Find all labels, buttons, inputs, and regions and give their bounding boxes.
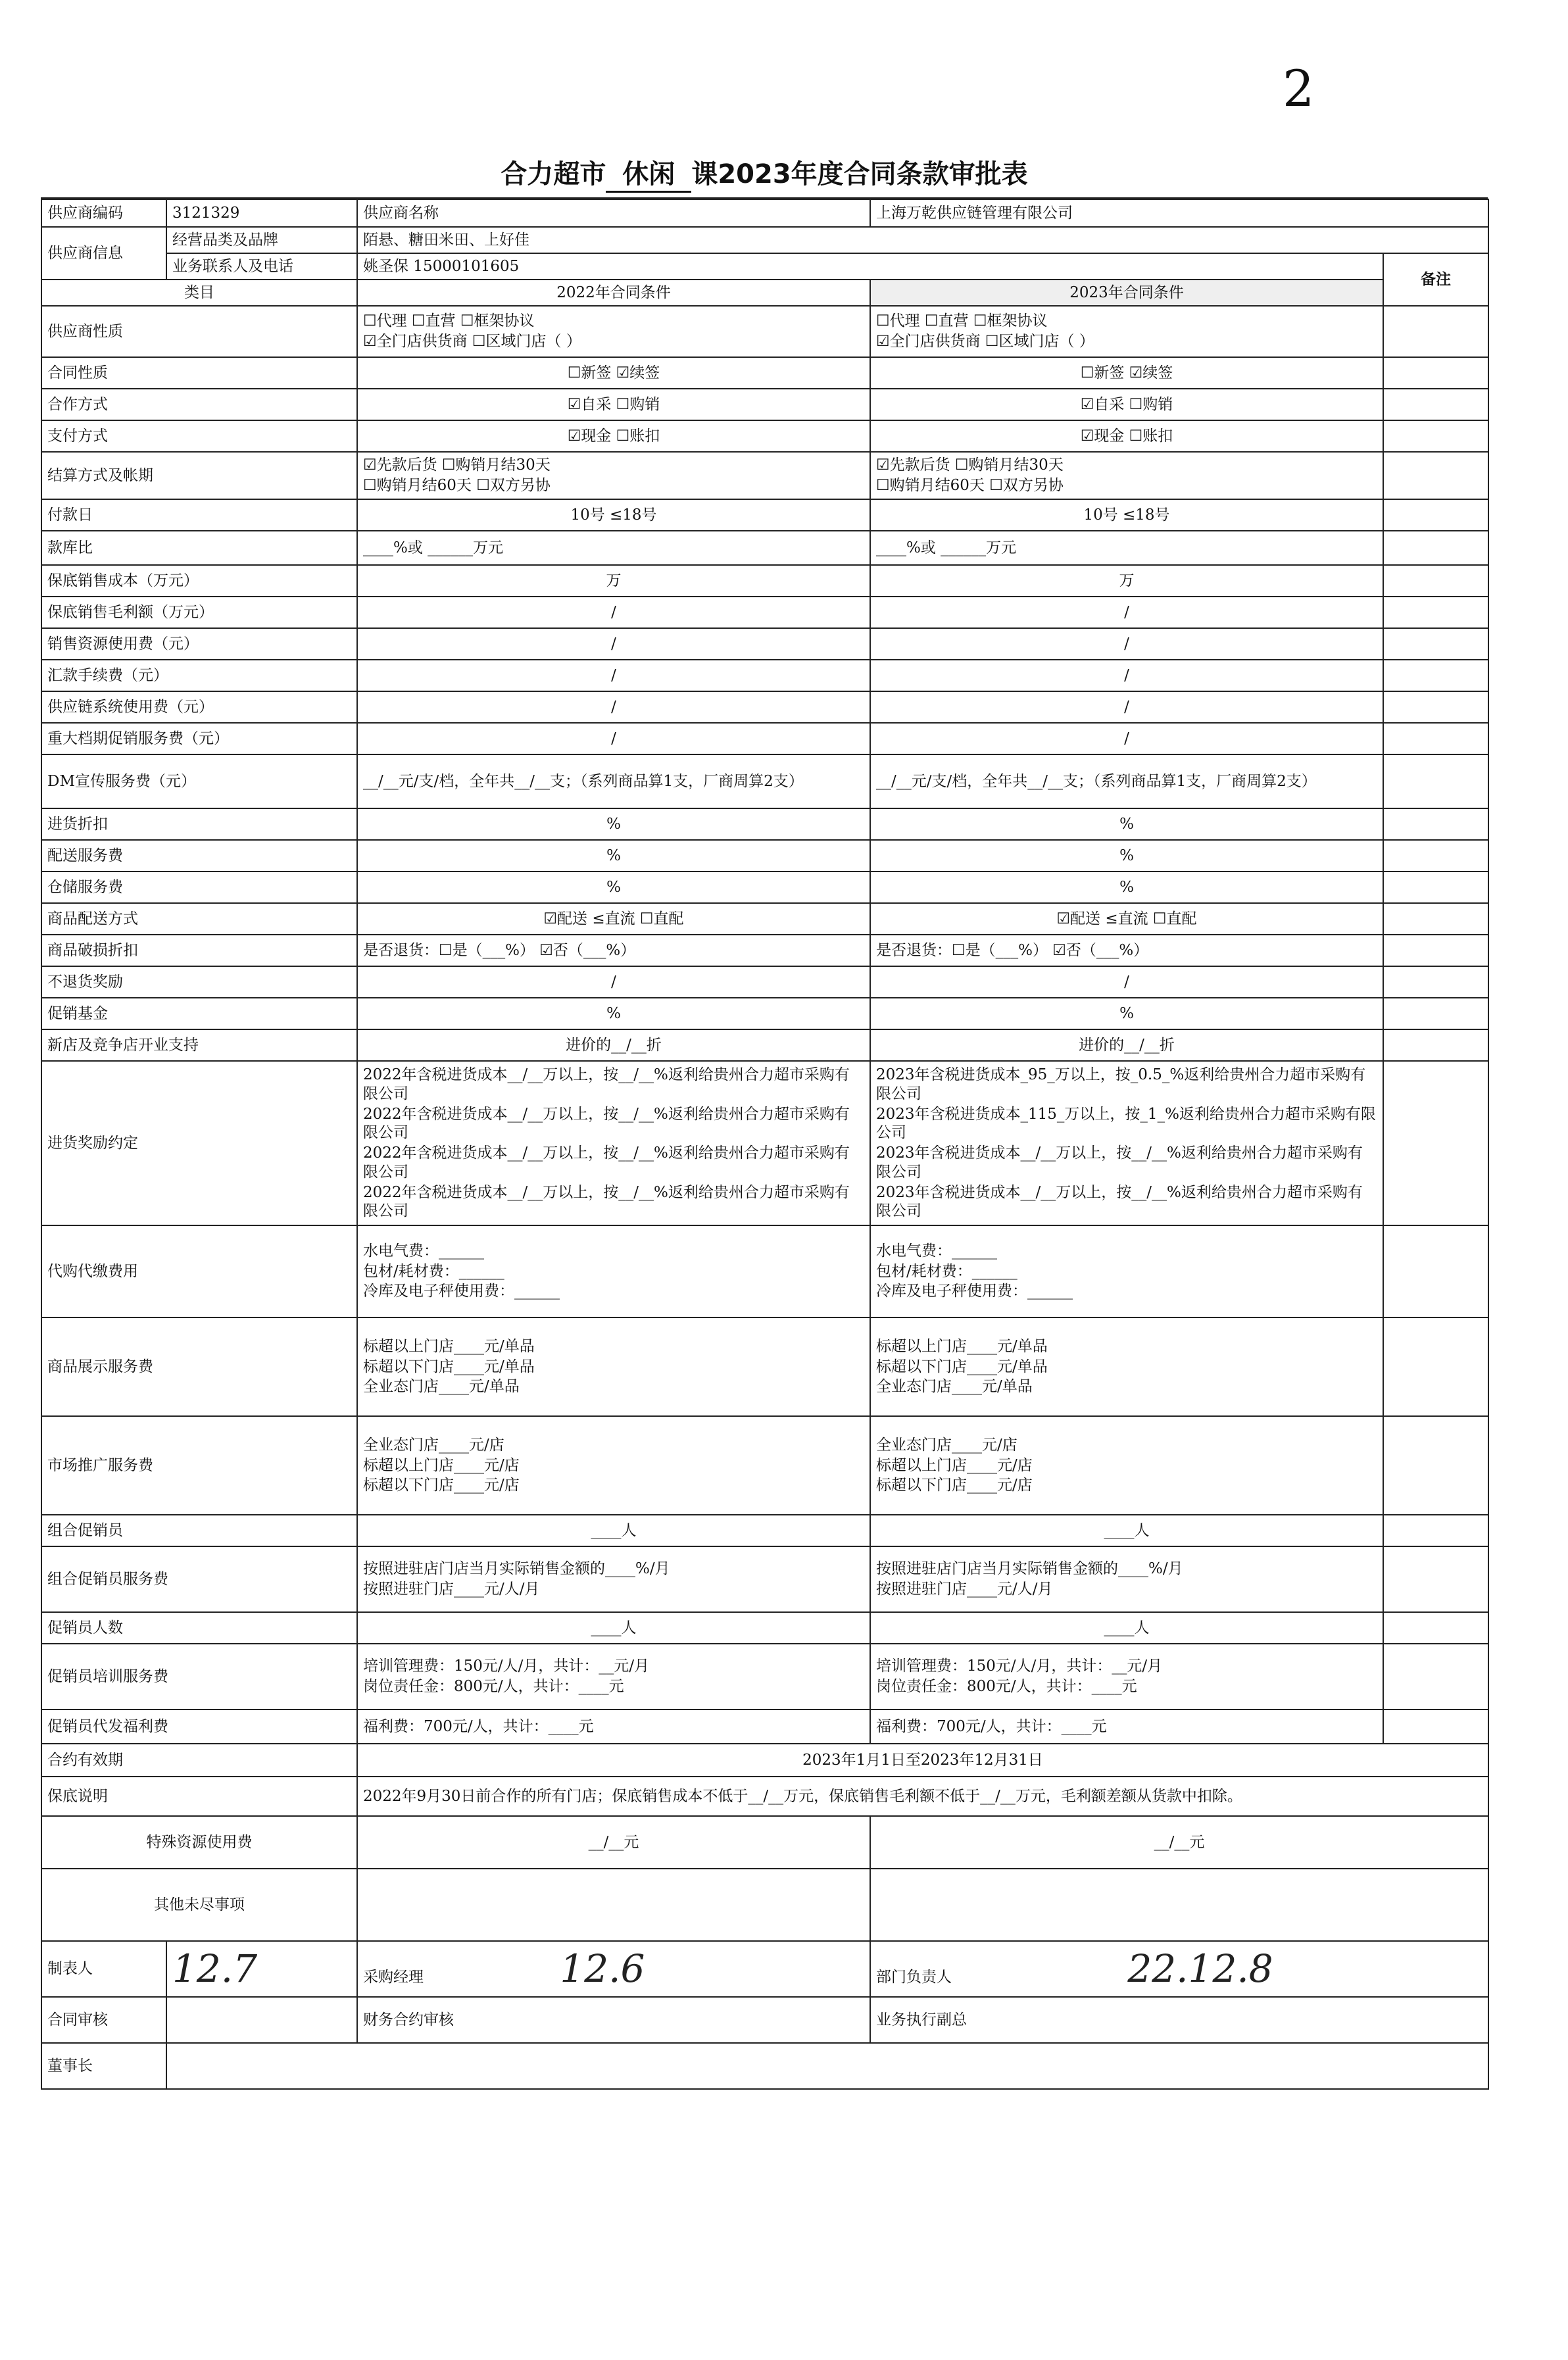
cell-line: ☑全门店供货商 ☐区域门店（ ）: [363, 333, 581, 350]
cell-line: 2023年含税进货成本__/__万以上，按__/__%返利给贵州合力超市采购有限公司: [876, 1144, 1363, 1181]
purchase-manager-cell: [357, 1941, 870, 1997]
cell-2023: [870, 691, 1383, 723]
column-header-row: [41, 280, 1488, 306]
cell-line: /: [611, 603, 616, 621]
category-header: 类目: [41, 280, 357, 306]
supplier-code-row: [41, 199, 1488, 227]
remark-cell: [1383, 1709, 1488, 1744]
cell-line: 水电气费：______: [876, 1242, 997, 1260]
condition-row: [41, 1317, 1488, 1416]
row-label: 促销基金: [41, 998, 357, 1029]
supplier-contact-row: [41, 253, 1488, 280]
remark-cell: [1383, 1317, 1488, 1416]
remark-cell: [1383, 1644, 1488, 1709]
cell-2023: [870, 531, 1383, 565]
cell-2022: [357, 1709, 870, 1744]
remark-cell: [1383, 723, 1488, 754]
cell-line: 按照进驻店门店当月实际销售金额的____%/月: [363, 1560, 670, 1578]
condition-row: [41, 1612, 1488, 1644]
remark-cell: [1383, 389, 1488, 420]
cell-line: %: [606, 815, 621, 833]
row-label: 促销员培训服务费: [41, 1644, 357, 1709]
cell-2023: [870, 935, 1383, 966]
cell-line: 冷库及电子秤使用费：______: [363, 1283, 560, 1300]
remark-cell: [1383, 628, 1488, 660]
title-prefix: 合力超市: [501, 159, 606, 189]
cell-line: /: [1124, 729, 1129, 747]
cell-line: %: [606, 847, 621, 864]
row-label: 组合促销员服务费: [41, 1546, 357, 1612]
condition-row: [41, 691, 1488, 723]
row-label: 销售资源使用费（元）: [41, 628, 357, 660]
cell-line: ____人: [591, 1619, 637, 1636]
row-label: 保底销售成本（万元）: [41, 565, 357, 597]
cell-line: 10号 ≤18号: [570, 506, 657, 524]
row-label: 商品破损折扣: [41, 935, 357, 966]
row-label: 市场推广服务费: [41, 1416, 357, 1515]
condition-row: [41, 660, 1488, 691]
cell-line: ☑先款后货 ☐购销月结30天: [363, 456, 551, 474]
cell-line: 2023年含税进货成本_95_万以上，按_0.5_%返利给贵州合力超市采购有限公司: [876, 1066, 1366, 1102]
cell-2023: [870, 357, 1383, 389]
cell-line: __/__元/支/档，全年共__/__支；（系列商品算1支，厂商周算2支）: [876, 772, 1317, 790]
row-label: 代购代缴费用: [41, 1225, 357, 1317]
cell-2023: [870, 808, 1383, 840]
cell-line: 标超以上门店____元/店: [363, 1456, 520, 1474]
condition-row: [41, 1029, 1488, 1061]
cell-line: 标超以下门店____元/店: [876, 1477, 1033, 1494]
remark-cell: [1383, 691, 1488, 723]
special-fee-label: 特殊资源使用费: [41, 1816, 357, 1869]
validity-row: [41, 1744, 1488, 1777]
remark-cell: [1383, 452, 1488, 499]
cell-2022: [357, 966, 870, 998]
maker-label: 制表人: [41, 1941, 166, 1997]
cell-2023: [870, 597, 1383, 628]
validity-label: 合约有效期: [41, 1744, 357, 1777]
cell-line: ____人: [591, 1521, 637, 1539]
cell-2023: [870, 565, 1383, 597]
condition-row: [41, 935, 1488, 966]
cell-2023: [870, 998, 1383, 1029]
row-label: 付款日: [41, 499, 357, 531]
condition-row: [41, 628, 1488, 660]
cell-line: /: [1124, 603, 1129, 621]
cell-line: 培训管理费：150元/人/月，共计：__元/月: [363, 1658, 650, 1675]
remark-cell: [1383, 1612, 1488, 1644]
condition-row: [41, 357, 1488, 389]
row-label: 促销员代发福利费: [41, 1709, 357, 1744]
row-label: 结算方式及帐期: [41, 452, 357, 499]
row-label: 合同性质: [41, 357, 357, 389]
contact-value: 姚圣保 15000101605: [357, 253, 1383, 280]
cell-line: /: [1124, 973, 1129, 991]
cell-line: 冷库及电子秤使用费：______: [876, 1283, 1073, 1300]
row-label: 商品展示服务费: [41, 1317, 357, 1416]
cell-2022: [357, 306, 870, 357]
cell-2023: [870, 1709, 1383, 1744]
cell-line: 包材/耗材费：______: [876, 1262, 1017, 1280]
remark-cell: [1383, 660, 1488, 691]
remark-cell: [1383, 1225, 1488, 1317]
condition-row: [41, 389, 1488, 420]
dept-head-label: 部门负责人: [876, 1969, 952, 1986]
cell-line: ☑自采 ☐购销: [1080, 395, 1173, 413]
cell-line: 岗位责任金：800元/人，共计：____元: [363, 1678, 624, 1695]
cell-2023: [870, 723, 1383, 754]
cell-line: 标超以上门店____元/店: [876, 1456, 1033, 1474]
cell-line: 按照进驻店门店当月实际销售金额的____%/月: [876, 1560, 1183, 1578]
row-label: 汇款手续费（元）: [41, 660, 357, 691]
cell-2022: [357, 1061, 870, 1225]
row-label: 支付方式: [41, 420, 357, 452]
cell-2022: [357, 499, 870, 531]
cell-2023: [870, 1061, 1383, 1225]
cell-line: 2022年含税进货成本__/__万以上，按__/__%返利给贵州合力超市采购有限公司: [363, 1144, 850, 1181]
signoff-row-1: [41, 1941, 1488, 1997]
condition-row: [41, 531, 1488, 565]
row-label: 仓储服务费: [41, 872, 357, 903]
row-label: 配送服务费: [41, 840, 357, 872]
cell-2023: [870, 1029, 1383, 1061]
cell-line: 万: [606, 572, 622, 589]
supplier-name-label: 供应商名称: [357, 199, 870, 227]
remark-cell: [1383, 531, 1488, 565]
supplier-brand-row: [41, 227, 1488, 253]
purchase-manager-label: 采购经理: [363, 1969, 424, 1986]
condition-row: [41, 499, 1488, 531]
cell-line: ☑自采 ☐购销: [567, 395, 660, 413]
vp-label: 业务执行副总: [870, 1997, 1488, 2043]
cell-line: /: [611, 635, 616, 652]
cell-line: 岗位责任金：800元/人，共计：____元: [876, 1678, 1137, 1695]
cell-line: %: [1119, 815, 1134, 833]
cell-line: 水电气费：______: [363, 1242, 484, 1260]
cell-line: 10号 ≤18号: [1083, 506, 1170, 524]
other-label: 其他未尽事项: [41, 1869, 357, 1941]
cell-line: ____%或 ______万元: [363, 539, 504, 556]
cell-line: ☐新签 ☑续签: [1080, 364, 1173, 381]
remark-cell: [1383, 903, 1488, 935]
other-row: [41, 1869, 1488, 1941]
cell-2022: [357, 1515, 870, 1546]
purchase-signature-date: 12.6: [560, 1946, 645, 1992]
cell-2023: [870, 1317, 1383, 1416]
cell-line: ☐代理 ☐直营 ☐框架协议: [363, 312, 535, 330]
row-label: 进货折扣: [41, 808, 357, 840]
condition-row: [41, 306, 1488, 357]
row-label: 保底销售毛利额（万元）: [41, 597, 357, 628]
cell-line: /: [611, 729, 616, 747]
cell-line: %: [606, 878, 621, 896]
signoff-row-3: [41, 2043, 1488, 2089]
form-title: [41, 151, 1488, 199]
special-fee-2023: __/__元: [870, 1816, 1488, 1869]
cell-line: /: [611, 666, 616, 684]
remark-cell: [1383, 998, 1488, 1029]
cell-2023: [870, 499, 1383, 531]
cell-2023: [870, 1546, 1383, 1612]
remark-cell: [1383, 1029, 1488, 1061]
cell-line: ☐购销月结60天 ☐双方另协: [363, 477, 551, 494]
guarantee-value: 2022年9月30日前合作的所有门店；保底销售成本不低于__/__万元，保底销售毛利额不低于__/__万元，毛利额差额从货款中扣除。: [357, 1777, 1488, 1816]
contract-review-label: 合同审核: [41, 1997, 166, 2043]
cell-2022: [357, 1644, 870, 1709]
cell-line: 2022年含税进货成本__/__万以上，按__/__%返利给贵州合力超市采购有限公司: [363, 1183, 850, 1220]
row-label: 供应商性质: [41, 306, 357, 357]
condition-row: [41, 420, 1488, 452]
cell-line: 按照进驻门店____元/人/月: [876, 1581, 1053, 1598]
condition-row: [41, 1061, 1488, 1225]
cell-2022: [357, 754, 870, 808]
dept-signature-date: 22.12.8: [1127, 1946, 1273, 1992]
condition-row: [41, 966, 1488, 998]
condition-row: [41, 903, 1488, 935]
remark-cell: [1383, 935, 1488, 966]
cell-line: %: [606, 1004, 621, 1022]
special-fee-row: [41, 1816, 1488, 1869]
cell-2022: [357, 628, 870, 660]
row-label: 不退货奖励: [41, 966, 357, 998]
cell-2023: [870, 966, 1383, 998]
condition-row: [41, 840, 1488, 872]
chairman-signature: [166, 2043, 1488, 2089]
cell-line: 2023年含税进货成本__/__万以上，按__/__%返利给贵州合力超市采购有限公司: [876, 1183, 1363, 1220]
cell-line: __/__元/支/档，全年共__/__支；（系列商品算1支，厂商周算2支）: [363, 772, 804, 790]
cell-2023: [870, 306, 1383, 357]
other-2022: [357, 1869, 870, 1941]
special-fee-2022: __/__元: [357, 1816, 870, 1869]
remark-cell: [1383, 966, 1488, 998]
cell-2023: [870, 660, 1383, 691]
condition-row: [41, 597, 1488, 628]
cell-line: 进价的__/__折: [1079, 1036, 1175, 1054]
cell-line: %: [1119, 847, 1134, 864]
cell-2022: [357, 1225, 870, 1317]
cell-2022: [357, 1029, 870, 1061]
cell-2023: [870, 872, 1383, 903]
signoff-row-2: [41, 1997, 1488, 2043]
brand-value: 陌悬、糖田米田、上好佳: [357, 227, 1488, 253]
cell-2023: [870, 1515, 1383, 1546]
cell-2023: [870, 389, 1383, 420]
remark-cell: [1383, 840, 1488, 872]
contact-label: 业务联系人及电话: [166, 253, 357, 280]
brand-label: 经营品类及品牌: [166, 227, 357, 253]
cell-line: ____人: [1104, 1619, 1150, 1636]
cell-line: 包材/耗材费：______: [363, 1262, 504, 1280]
condition-row: [41, 808, 1488, 840]
cell-line: 标超以上门店____元/单品: [363, 1337, 535, 1355]
cell-2023: [870, 1612, 1383, 1644]
title-category: 休闲: [606, 158, 691, 193]
cell-2022: [357, 1317, 870, 1416]
cell-line: ☑先款后货 ☐购销月结30天: [876, 456, 1064, 474]
remark-header: 备注: [1383, 253, 1488, 306]
title-suffix: 课2023年度合同条款审批表: [691, 159, 1028, 189]
remark-cell: [1383, 1546, 1488, 1612]
supplier-info-label: 供应商信息: [41, 227, 166, 280]
condition-row: [41, 1644, 1488, 1709]
cell-line: /: [1124, 698, 1129, 716]
remark-cell: [1383, 872, 1488, 903]
condition-row: [41, 754, 1488, 808]
row-label: 供应链系统使用费（元）: [41, 691, 357, 723]
cell-line: %: [1119, 1004, 1134, 1022]
row-label: 组合促销员: [41, 1515, 357, 1546]
header-2023: 2023年合同条件: [870, 280, 1383, 306]
remark-cell: [1383, 1416, 1488, 1515]
row-label: 商品配送方式: [41, 903, 357, 935]
cell-2022: [357, 808, 870, 840]
cell-line: 万: [1119, 572, 1135, 589]
condition-row: [41, 452, 1488, 499]
condition-row: [41, 723, 1488, 754]
cell-2022: [357, 691, 870, 723]
condition-row: [41, 1416, 1488, 1515]
supplier-name: 上海万乾供应链管理有限公司: [870, 199, 1488, 227]
cell-line: 进价的__/__折: [566, 1036, 662, 1054]
guarantee-label: 保底说明: [41, 1777, 357, 1816]
cell-2022: [357, 420, 870, 452]
condition-row: [41, 872, 1488, 903]
cell-line: 福利费：700元/人，共计：____元: [363, 1717, 594, 1735]
cell-line: ☑现金 ☐账扣: [1080, 427, 1173, 445]
cell-2022: [357, 840, 870, 872]
supplier-code: 3121329: [166, 199, 357, 227]
row-label: 重大档期促销服务费（元）: [41, 723, 357, 754]
row-label: 合作方式: [41, 389, 357, 420]
other-2023: [870, 1869, 1488, 1941]
cell-2022: [357, 1546, 870, 1612]
cell-line: ☑配送 ≤直流 ☐直配: [1056, 910, 1197, 927]
cell-line: ____%或 ______万元: [876, 539, 1017, 556]
cell-line: ☐代理 ☐直营 ☐框架协议: [876, 312, 1048, 330]
cell-line: %: [1119, 878, 1134, 896]
cell-2022: [357, 1612, 870, 1644]
cell-2023: [870, 1416, 1383, 1515]
remark-cell: [1383, 808, 1488, 840]
header-2022: 2022年合同条件: [357, 280, 870, 306]
cell-line: 按照进驻门店____元/人/月: [363, 1581, 540, 1598]
cell-2023: [870, 628, 1383, 660]
validity-value: 2023年1月1日至2023年12月31日: [357, 1744, 1488, 1777]
condition-row: [41, 1709, 1488, 1744]
cell-2022: [357, 452, 870, 499]
cell-line: 2023年含税进货成本_115_万以上，按_1_%返利给贵州合力超市采购有限公司: [876, 1105, 1376, 1142]
cell-2023: [870, 1644, 1383, 1709]
condition-row: [41, 1546, 1488, 1612]
remark-cell: [1383, 306, 1488, 357]
remark-cell: [1383, 1061, 1488, 1225]
remark-cell: [1383, 357, 1488, 389]
cell-line: 全业态门店____元/店: [363, 1436, 504, 1454]
cell-2022: [357, 389, 870, 420]
cell-2022: [357, 723, 870, 754]
cell-line: /: [1124, 635, 1129, 652]
cell-2023: [870, 420, 1383, 452]
row-label: DM宣传服务费（元）: [41, 754, 357, 808]
cell-2023: [870, 754, 1383, 808]
cell-2023: [870, 840, 1383, 872]
maker-signature: [166, 1941, 357, 1997]
cell-line: 全业态门店____元/单品: [363, 1378, 520, 1396]
cell-line: 全业态门店____元/单品: [876, 1378, 1033, 1396]
cell-2022: [357, 935, 870, 966]
cell-line: ☐新签 ☑续签: [567, 364, 660, 381]
cell-line: /: [611, 698, 616, 716]
cell-line: ☑全门店供货商 ☐区域门店（ ）: [876, 333, 1094, 350]
dept-head-cell: [870, 1941, 1488, 1997]
cell-line: 标超以上门店____元/单品: [876, 1337, 1048, 1355]
condition-row: [41, 998, 1488, 1029]
cell-2022: [357, 357, 870, 389]
cell-line: /: [1124, 666, 1129, 684]
remark-cell: [1383, 597, 1488, 628]
remark-cell: [1383, 1515, 1488, 1546]
supplier-code-label: 供应商编码: [41, 199, 166, 227]
condition-row: [41, 1515, 1488, 1546]
cell-2022: [357, 903, 870, 935]
remark-cell: [1383, 565, 1488, 597]
row-label: 进货奖励约定: [41, 1061, 357, 1225]
cell-line: 是否退货：☐是（___%） ☑否（___%）: [876, 941, 1149, 959]
cell-2022: [357, 597, 870, 628]
remark-cell: [1383, 420, 1488, 452]
cell-2023: [870, 452, 1383, 499]
cell-2022: [357, 872, 870, 903]
cell-2023: [870, 1225, 1383, 1317]
cell-line: /: [611, 973, 616, 991]
cell-line: 福利费：700元/人，共计：____元: [876, 1717, 1107, 1735]
row-label: 新店及竞争店开业支持: [41, 1029, 357, 1061]
cell-line: 培训管理费：150元/人/月，共计：__元/月: [876, 1658, 1163, 1675]
cell-line: 标超以下门店____元/单品: [876, 1358, 1048, 1375]
cell-line: 标超以下门店____元/店: [363, 1477, 520, 1494]
cell-line: 标超以下门店____元/单品: [363, 1358, 535, 1375]
condition-row: [41, 565, 1488, 597]
guarantee-row: [41, 1777, 1488, 1816]
cell-line: 是否退货：☐是（___%） ☑否（___%）: [363, 941, 636, 959]
cell-line: ☑配送 ≤直流 ☐直配: [543, 910, 684, 927]
cell-line: ____人: [1104, 1521, 1150, 1539]
cell-line: ☐购销月结60天 ☐双方另协: [876, 477, 1064, 494]
row-label: 促销员人数: [41, 1612, 357, 1644]
condition-row: [41, 1225, 1488, 1317]
cell-line: 2022年含税进货成本__/__万以上，按__/__%返利给贵州合力超市采购有限公司: [363, 1105, 850, 1142]
remark-cell: [1383, 754, 1488, 808]
cell-2023: [870, 903, 1383, 935]
terms-table: [41, 199, 1489, 2090]
cell-line: ☑现金 ☐账扣: [567, 427, 660, 445]
approval-form: [41, 151, 1488, 2243]
cell-2022: [357, 531, 870, 565]
contract-review-signature: [166, 1997, 357, 2043]
chairman-label: 董事长: [41, 2043, 166, 2089]
row-label: 款库比: [41, 531, 357, 565]
maker-signature-date: 12.7: [172, 1946, 258, 1992]
cell-2022: [357, 998, 870, 1029]
cell-2022: [357, 565, 870, 597]
remark-cell: [1383, 499, 1488, 531]
finance-review-label: 财务合约审核: [357, 1997, 870, 2043]
cell-line: 全业态门店____元/店: [876, 1436, 1017, 1454]
cell-2022: [357, 660, 870, 691]
cell-line: 2022年含税进货成本__/__万以上，按__/__%返利给贵州合力超市采购有限公司: [363, 1066, 850, 1102]
cell-2022: [357, 1416, 870, 1515]
page-number-mark: 2: [1283, 59, 1315, 118]
